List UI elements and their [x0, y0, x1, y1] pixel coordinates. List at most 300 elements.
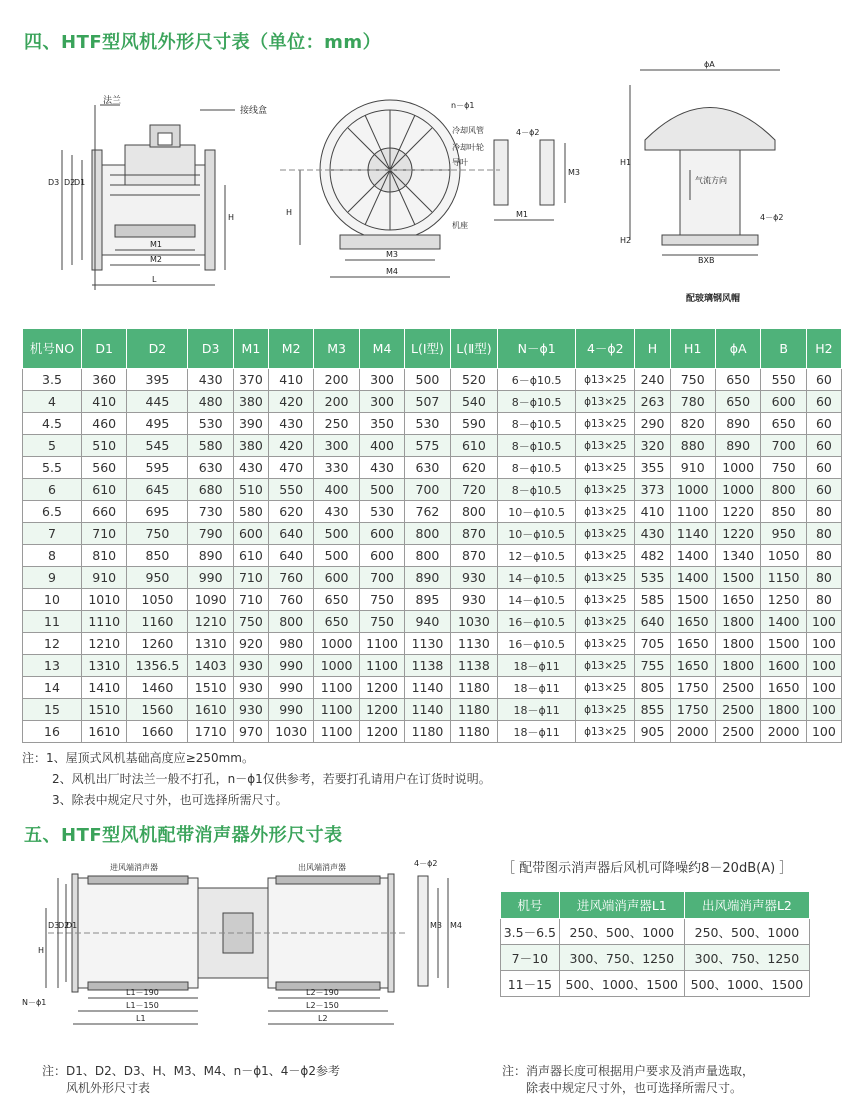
main-cell: 1800 [715, 655, 760, 677]
main-cell: 1100 [314, 699, 359, 721]
main-header-cell: B [761, 329, 806, 369]
main-cell: 1400 [670, 545, 715, 567]
main-cell: 6 [23, 479, 82, 501]
table-row [23, 545, 842, 567]
main-cell: 1650 [670, 633, 715, 655]
main-cell: 1180 [450, 699, 497, 721]
main-cell: 1400 [670, 567, 715, 589]
main-cell: 790 [188, 523, 233, 545]
front-view-drawing [300, 100, 460, 277]
main-cell: 395 [127, 369, 188, 391]
label-cap-4-phi2: 4－ϕ2 [760, 213, 784, 222]
table-notes [22, 748, 491, 811]
main-cell: ϕ13×25 [576, 413, 635, 435]
label-sil-d3: D3 [48, 921, 60, 930]
main-cell: 650 [314, 589, 359, 611]
main-cell: ϕ13×25 [576, 523, 635, 545]
main-cell: 650 [761, 413, 806, 435]
main-cell: 2000 [670, 721, 715, 743]
table-row [23, 567, 842, 589]
main-cell: 940 [405, 611, 450, 633]
main-cell: 100 [806, 633, 841, 655]
table-row [23, 435, 842, 457]
main-cell: 1650 [761, 677, 806, 699]
label-l1: L1 [136, 1014, 146, 1023]
label-l2: L2 [318, 1014, 328, 1023]
main-cell: 1030 [450, 611, 497, 633]
main-cell: 610 [82, 479, 127, 501]
main-cell: 560 [82, 457, 127, 479]
main-cell: 920 [233, 633, 268, 655]
main-cell: 410 [82, 391, 127, 413]
label-sil-n-phi1: N－ϕ1 [22, 998, 47, 1007]
table-row [23, 413, 842, 435]
main-cell: 8－ϕ10.5 [498, 479, 576, 501]
main-cell: 1000 [715, 457, 760, 479]
main-cell: 1140 [670, 523, 715, 545]
main-cell: 60 [806, 479, 841, 501]
fan-outline-drawings [0, 55, 850, 320]
main-cell: 890 [188, 545, 233, 567]
silencer-header-cell: 进风端消声器L1 [559, 892, 684, 919]
main-header-cell: L(Ⅱ型) [450, 329, 497, 369]
main-cell: 263 [635, 391, 670, 413]
main-cell: 550 [761, 369, 806, 391]
main-cell: 18－ϕ11 [498, 699, 576, 721]
main-cell: 1130 [405, 633, 450, 655]
silencer-cell: 500、1000、1500 [559, 971, 684, 997]
main-cell: 250 [314, 413, 359, 435]
main-cell: 870 [450, 523, 497, 545]
main-cell: 575 [405, 435, 450, 457]
main-cell: 650 [715, 369, 760, 391]
main-cell: 400 [314, 479, 359, 501]
main-cell: 1010 [82, 589, 127, 611]
main-cell: 80 [806, 523, 841, 545]
main-cell: 1050 [761, 545, 806, 567]
label-sil-d2: D2 [58, 921, 70, 930]
main-cell: 1210 [82, 633, 127, 655]
main-cell: 1750 [670, 699, 715, 721]
label-caption: 配玻璃钢风帽 [686, 294, 741, 304]
main-cell: 60 [806, 435, 841, 457]
main-cell: 14 [23, 677, 82, 699]
main-cell: 510 [82, 435, 127, 457]
main-cell: 60 [806, 413, 841, 435]
main-cell: 530 [405, 413, 450, 435]
main-header-cell: M1 [233, 329, 268, 369]
main-cell: 8－ϕ10.5 [498, 435, 576, 457]
main-cell: 600 [359, 523, 404, 545]
main-cell: 930 [450, 567, 497, 589]
main-cell: 710 [233, 589, 268, 611]
main-cell: 1600 [761, 655, 806, 677]
main-cell: 1403 [188, 655, 233, 677]
main-cell: 950 [761, 523, 806, 545]
label-m4: M4 [386, 267, 398, 276]
label-flange: 法兰 [103, 96, 122, 106]
silencer-cell: 500、1000、1500 [684, 971, 809, 997]
main-cell: 1100 [359, 655, 404, 677]
main-cell: 495 [127, 413, 188, 435]
main-cell: 13 [23, 655, 82, 677]
table-row [23, 589, 842, 611]
main-cell: 640 [635, 611, 670, 633]
main-cell: 507 [405, 391, 450, 413]
main-cell: 980 [268, 633, 313, 655]
label-l: L [152, 275, 157, 284]
main-cell: 100 [806, 677, 841, 699]
main-cell: 1140 [405, 699, 450, 721]
label-d3: D3 [48, 178, 60, 187]
main-cell: 8 [23, 545, 82, 567]
main-cell: 373 [635, 479, 670, 501]
silencer-cell: 11－15 [501, 971, 560, 997]
main-cell: 60 [806, 391, 841, 413]
table-row [501, 919, 810, 945]
main-header-cell: D3 [188, 329, 233, 369]
main-cell: 8－ϕ10.5 [498, 457, 576, 479]
main-cell: 750 [359, 589, 404, 611]
main-cell: 1138 [405, 655, 450, 677]
main-cell: 430 [188, 369, 233, 391]
label-flange-m3: M3 [568, 168, 580, 177]
label-bxb: BXB [698, 256, 715, 265]
main-cell: 6－ϕ10.5 [498, 369, 576, 391]
silencer-drawing [18, 848, 488, 1038]
main-cell: 1000 [715, 479, 760, 501]
table-row [501, 945, 810, 971]
main-cell: 930 [233, 699, 268, 721]
main-header-cell: ϕA [715, 329, 760, 369]
main-cell: 910 [670, 457, 715, 479]
main-cell: 650 [715, 391, 760, 413]
label-junction-box: 接线盒 [240, 106, 268, 116]
roof-cap-drawing [630, 70, 780, 255]
main-cell: 820 [670, 413, 715, 435]
main-cell: 610 [450, 435, 497, 457]
main-cell: 500 [314, 545, 359, 567]
label-n-phi1: n－ϕ1 [451, 101, 475, 110]
main-cell: 595 [127, 457, 188, 479]
main-cell: 610 [233, 545, 268, 567]
main-cell: 695 [127, 501, 188, 523]
main-cell: 430 [233, 457, 268, 479]
main-cell: 1660 [127, 721, 188, 743]
main-cell: 1090 [188, 589, 233, 611]
main-cell: 705 [635, 633, 670, 655]
label-front-h: H [286, 208, 293, 217]
main-cell: 1160 [127, 611, 188, 633]
main-cell: 755 [635, 655, 670, 677]
main-header-cell: M4 [359, 329, 404, 369]
main-cell: 410 [635, 501, 670, 523]
table-row [501, 971, 810, 997]
table-row [23, 633, 842, 655]
main-cell: 890 [405, 567, 450, 589]
main-cell: 1650 [670, 611, 715, 633]
main-cell: 700 [359, 567, 404, 589]
main-cell: 5 [23, 435, 82, 457]
main-cell: 1210 [188, 611, 233, 633]
main-header-cell: H [635, 329, 670, 369]
silencer-header: ［ 配带图示消声器后风机可降噪约8－20dB(A) ］ [502, 861, 793, 876]
main-cell: 990 [188, 567, 233, 589]
main-cell: 100 [806, 721, 841, 743]
main-cell: 7 [23, 523, 82, 545]
label-l2-150: L2－150 [306, 1001, 339, 1010]
main-header-cell: L(Ⅰ型) [405, 329, 450, 369]
main-cell: 1100 [314, 721, 359, 743]
main-cell: 11 [23, 611, 82, 633]
main-cell: 1140 [405, 677, 450, 699]
main-cell: 1460 [127, 677, 188, 699]
main-cell: 890 [715, 413, 760, 435]
main-cell: 780 [670, 391, 715, 413]
main-cell: 4.5 [23, 413, 82, 435]
main-cell: 750 [233, 611, 268, 633]
main-cell: 1400 [761, 611, 806, 633]
label-sil-m4: M4 [450, 921, 462, 930]
main-cell: 730 [188, 501, 233, 523]
silencer-cell: 250、500、1000 [684, 919, 809, 945]
main-cell: 300 [314, 435, 359, 457]
main-cell: 910 [82, 567, 127, 589]
table-row [23, 677, 842, 699]
main-cell: 805 [635, 677, 670, 699]
silencer-header-cell: 机号 [501, 892, 560, 919]
main-cell: 530 [188, 413, 233, 435]
main-cell: 600 [359, 545, 404, 567]
main-cell: 1250 [761, 589, 806, 611]
main-cell: 10－ϕ10.5 [498, 501, 576, 523]
main-cell: 750 [670, 369, 715, 391]
table-row [23, 369, 842, 391]
label-duct: 导叶 [452, 158, 468, 167]
main-cell: 5.5 [23, 457, 82, 479]
main-cell: ϕ13×25 [576, 501, 635, 523]
table-row [23, 699, 842, 721]
main-cell: 630 [405, 457, 450, 479]
main-cell: 12－ϕ10.5 [498, 545, 576, 567]
main-cell: 855 [635, 699, 670, 721]
main-header-cell: M3 [314, 329, 359, 369]
main-cell: 620 [268, 501, 313, 523]
main-cell: 800 [268, 611, 313, 633]
main-cell: 16－ϕ10.5 [498, 611, 576, 633]
silencer-table [500, 891, 810, 997]
label-h: H [228, 213, 235, 222]
main-header-cell: 4－ϕ2 [576, 329, 635, 369]
main-cell: 1100 [359, 633, 404, 655]
main-cell: 650 [314, 611, 359, 633]
main-cell: 800 [450, 501, 497, 523]
main-cell: 1100 [670, 501, 715, 523]
main-cell: 470 [268, 457, 313, 479]
table-row [23, 479, 842, 501]
main-cell: 460 [82, 413, 127, 435]
main-cell: 600 [761, 391, 806, 413]
main-cell: 800 [761, 479, 806, 501]
main-cell: 550 [268, 479, 313, 501]
main-cell: 1500 [761, 633, 806, 655]
main-cell: 200 [314, 369, 359, 391]
main-cell: 580 [233, 501, 268, 523]
main-cell: 9 [23, 567, 82, 589]
label-d2: D2 [64, 178, 76, 187]
main-cell: 15 [23, 699, 82, 721]
main-cell: 430 [314, 501, 359, 523]
main-cell: 540 [450, 391, 497, 413]
main-cell: 500 [359, 479, 404, 501]
main-cell: 760 [268, 567, 313, 589]
main-cell: 1200 [359, 699, 404, 721]
main-cell: 545 [127, 435, 188, 457]
main-cell: ϕ13×25 [576, 721, 635, 743]
label-h1: H1 [620, 158, 632, 167]
main-cell: 1000 [314, 633, 359, 655]
footnote-left [42, 1063, 340, 1097]
main-cell: 535 [635, 567, 670, 589]
main-cell: 1800 [715, 611, 760, 633]
side-view-drawing [62, 105, 235, 290]
main-cell: 1000 [670, 479, 715, 501]
note-1: 注：1、屋顶式风机基础高度应≥250mm。 [22, 751, 254, 765]
main-cell: 580 [188, 435, 233, 457]
main-cell: 1710 [188, 721, 233, 743]
main-cell: 720 [450, 479, 497, 501]
main-cell: 800 [405, 523, 450, 545]
main-cell: 80 [806, 567, 841, 589]
main-cell: ϕ13×25 [576, 655, 635, 677]
fan-dimension-table [22, 328, 842, 743]
main-cell: ϕ13×25 [576, 369, 635, 391]
main-cell: 1150 [761, 567, 806, 589]
main-cell: 600 [314, 567, 359, 589]
main-cell: 1200 [359, 677, 404, 699]
label-phi-a: ϕA [704, 60, 715, 69]
main-cell: 355 [635, 457, 670, 479]
table-row [23, 721, 842, 743]
main-cell: 1138 [450, 655, 497, 677]
main-cell: 630 [188, 457, 233, 479]
main-cell: 18－ϕ11 [498, 677, 576, 699]
silencer-header-cell: 出风端消声器L2 [684, 892, 809, 919]
silencer-cell: 3.5－6.5 [501, 919, 560, 945]
footnote-right [502, 1063, 754, 1097]
main-cell: 60 [806, 457, 841, 479]
silencer-cell: 300、750、1250 [684, 945, 809, 971]
label-sil-h: H [38, 946, 45, 955]
main-cell: 430 [268, 413, 313, 435]
label-m1: M1 [150, 240, 162, 249]
main-cell: 930 [450, 589, 497, 611]
main-cell: 390 [233, 413, 268, 435]
footnote-right-line-2: 除表中规定尺寸外，也可选择所需尺寸。 [526, 1081, 743, 1095]
main-cell: 100 [806, 699, 841, 721]
table-row [23, 523, 842, 545]
label-sil-m3: M3 [430, 921, 442, 930]
main-cell: 585 [635, 589, 670, 611]
label-l1-190: L1－190 [126, 988, 159, 997]
main-cell: 3.5 [23, 369, 82, 391]
main-cell: 350 [359, 413, 404, 435]
main-cell: 300 [359, 369, 404, 391]
main-cell: 710 [82, 523, 127, 545]
main-cell: 710 [233, 567, 268, 589]
table-row [23, 611, 842, 633]
main-cell: 990 [268, 677, 313, 699]
main-cell: 1180 [450, 677, 497, 699]
table-row [23, 457, 842, 479]
main-cell: 480 [188, 391, 233, 413]
main-cell: 620 [450, 457, 497, 479]
main-cell: 1130 [450, 633, 497, 655]
main-cell: 905 [635, 721, 670, 743]
label-h2: H2 [620, 236, 632, 245]
label-m3: M3 [386, 250, 398, 259]
main-cell: 1500 [670, 589, 715, 611]
silencer-cell: 250、500、1000 [559, 919, 684, 945]
main-cell: 240 [635, 369, 670, 391]
main-cell: 2500 [715, 677, 760, 699]
main-cell: 880 [670, 435, 715, 457]
main-cell: 1110 [82, 611, 127, 633]
main-cell: ϕ13×25 [576, 391, 635, 413]
main-cell: 700 [761, 435, 806, 457]
main-cell: 640 [268, 523, 313, 545]
main-cell: 1180 [405, 721, 450, 743]
main-cell: 1220 [715, 501, 760, 523]
main-cell: 6.5 [23, 501, 82, 523]
main-cell: 12 [23, 633, 82, 655]
main-cell: 8－ϕ10.5 [498, 391, 576, 413]
main-cell: 60 [806, 369, 841, 391]
main-cell: 16 [23, 721, 82, 743]
main-cell: 1500 [715, 567, 760, 589]
main-cell: 930 [233, 655, 268, 677]
main-cell: 300 [359, 391, 404, 413]
main-cell: 200 [314, 391, 359, 413]
note-3: 3、除表中规定尺寸外，也可选择所需尺寸。 [52, 793, 288, 807]
main-cell: 1050 [127, 589, 188, 611]
main-cell: 430 [635, 523, 670, 545]
main-cell: 950 [127, 567, 188, 589]
main-header-cell: D1 [82, 329, 127, 369]
main-cell: ϕ13×25 [576, 479, 635, 501]
main-cell: 1200 [359, 721, 404, 743]
main-cell: 360 [82, 369, 127, 391]
main-cell: 420 [268, 435, 313, 457]
main-cell: 1340 [715, 545, 760, 567]
main-cell: 890 [715, 435, 760, 457]
silencer-cell: 300、750、1250 [559, 945, 684, 971]
main-cell: 1000 [314, 655, 359, 677]
main-cell: 8－ϕ10.5 [498, 413, 576, 435]
label-airflow: 气流方向 [695, 176, 727, 185]
main-cell: 1800 [761, 699, 806, 721]
main-cell: 1180 [450, 721, 497, 743]
main-cell: 410 [268, 369, 313, 391]
table-row [23, 391, 842, 413]
main-cell: 660 [82, 501, 127, 523]
main-cell: ϕ13×25 [576, 633, 635, 655]
main-cell: 400 [359, 435, 404, 457]
main-cell: 500 [314, 523, 359, 545]
label-sil-d1: D1 [66, 921, 78, 930]
main-cell: ϕ13×25 [576, 677, 635, 699]
label-cooling-impeller: 冷却叶轮 [452, 143, 484, 152]
